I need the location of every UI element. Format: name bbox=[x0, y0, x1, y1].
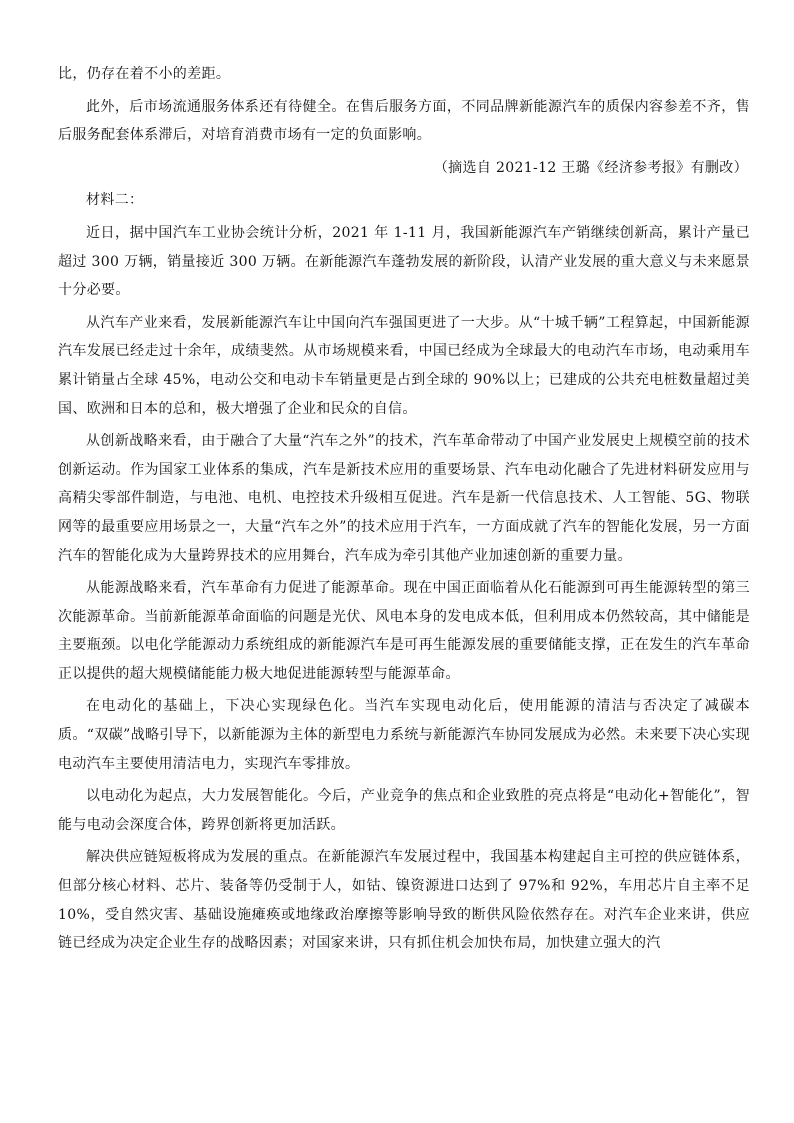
paragraph-5: 从创新战略来看，由于融合了大量“汽车之外”的技术，汽车革命带动了中国产业发展史上规模空前的技术创新运动。作为国家工业体系的集成，汽车是新技术应用的重要场景、汽车电动化融合了先进材料研发应用与高精尖零部件制造，与电池、电机、电控技术升级相互促进。汽车是新一代信息技术、人工智能、5G、物联网等的最重要应用场景之一，大量“汽车之外”的技术应用于汽车，一方面成就了汽车的智能化发展，另一方面汽车的智能化成为大量跨界技术的应用舞台，汽车成为牵引其他产业加速创新的重要力量。 bbox=[58, 433, 750, 564]
paragraph-3: 近日，据中国汽车工业协会统计分析，2021 年 1-11 月，我国新能源汽车产销继续创新高，累计产量已超过 300 万辆，销量接近 300 万辆。在新能源汽车蓬勃发展的新阶段，认清产业发展的重大意义与未来愿景十分必要。 bbox=[58, 224, 750, 299]
section-heading-material-2: 材料二： bbox=[86, 192, 144, 209]
paragraph-2: 此外，后市场流通服务体系还有待健全。在售后服务方面，不同品牌新能源汽车的质保内容参差不齐，售后服务配套体系滞后，对培育消费市场有一定的负面影响。 bbox=[58, 98, 750, 144]
paragraph-6: 从能源战略来看，汽车革命有力促进了能源革命。现在中国正面临着从化石能源到可再生能源转型的第三次能源革命。当前新能源革命面临的问题是光伏、风电本身的发电成本低，但利用成本仍然较高，其中储能是主要瓶颈。以电化学能源动力系统组成的新能源汽车是可再生能源发展的重要储能支撑，正在发生的汽车革命正以提供的超大规模储能能力极大地促进能源转型与能源革命。 bbox=[58, 580, 750, 682]
paragraph-1: 比，仍存在着不小的差距。 bbox=[58, 66, 231, 82]
paragraph-4: 从汽车产业来看，发展新能源汽车让中国向汽车强国更进了一大步。从“十城千辆”工程算起，中国新能源汽车发展已经走过十余年，成绩斐然。从市场规模来看，中国已经成为全球最大的电动汽车市场，电动乘用车累计销量占全球 45%，电动公交和电动卡车销量更是占到全球的 90%以上；已建成的公共充电桩数量超过美国、欧洲和日本的总和，极大增强了企业和民众的自信。 bbox=[58, 314, 750, 417]
source-citation: （摘选自 2021-12 王璐《经济参考报》有删改） bbox=[433, 159, 748, 176]
paragraph-7: 在电动化的基础上，下决心实现绿色化。当汽车实现电动化后，使用能源的清洁与否决定了减碳本质。“双碳”战略引导下，以新能源为主体的新型电力系统与新能源汽车协同发展成为必然。未来要下决心实现电动汽车主要使用清洁电力，实现汽车零排放。 bbox=[58, 698, 750, 772]
paragraph-9: 解决供应链短板将成为发展的重点。在新能源汽车发展过程中，我国基本构建起自主可控的供应链体系，但部分核心材料、芯片、装备等仍受制于人，如钴、镍资源进口达到了 97%和 92%，车用芯片自主率不足 10%，受自然灾害、基础设施瘫痪或地缘政治摩擦等影响导致的断供风险依然存在。对汽车企业来讲，供应链已经成为决定企业生存的战略因素；对国家来讲，只有抓住机会加快布局，加快建立强大的汽 bbox=[58, 849, 750, 952]
paragraph-8: 以电动化为起点，大力发展智能化。今后，产业竞争的焦点和企业致胜的亮点将是“电动化+智能化”，智能与电动会深度合体，跨界创新将更加活跃。 bbox=[58, 788, 750, 833]
document-body bbox=[58, 60, 750, 962]
